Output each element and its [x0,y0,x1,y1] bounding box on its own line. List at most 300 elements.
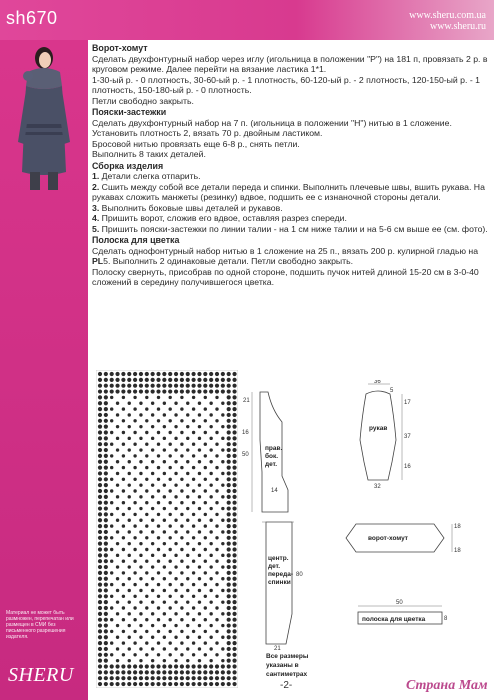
pattern-dot [98,623,102,627]
pattern-dot [98,518,102,522]
pattern-dot [197,664,201,668]
pattern-dot [232,501,236,505]
pattern-dot [180,560,183,563]
pattern-dot [192,682,196,686]
pattern-dot [98,641,102,645]
pattern-dot [198,636,201,639]
pattern-dot [116,460,119,463]
pattern-dot [192,618,195,621]
pattern-dot [122,536,125,539]
pattern-dot [163,483,166,486]
pattern-dot [98,664,102,668]
pattern-dot [163,448,166,451]
pattern-dot [186,530,189,533]
pattern-dot [127,676,131,680]
pattern-dot [139,460,142,463]
pattern-dot [227,454,231,458]
pattern-dot [198,483,201,486]
pattern-dot [198,425,201,428]
pattern-dot [186,664,190,668]
pattern-dot [180,548,183,551]
pattern-dot [227,612,231,616]
pattern-dot [157,501,160,504]
pattern-dot [110,560,113,563]
pattern-dot [104,448,108,452]
pattern-dot [133,606,136,609]
pattern-dot [174,495,177,498]
pattern-dot [110,630,113,633]
pattern-dot [180,372,184,376]
pattern-dot [197,384,201,388]
pattern-dot [169,630,172,633]
pattern-dot [98,378,102,382]
pattern-dot [192,560,195,563]
pattern-dot [215,548,218,551]
pattern-dot [98,559,102,563]
url-ru[interactable]: www.sheru.ru [429,21,486,32]
section-title-assembly: Сборка изделия [92,160,164,171]
pattern-dot [104,647,108,651]
pattern-dot [122,501,125,504]
pattern-dot [139,519,142,522]
pattern-dot [116,600,119,603]
pattern-dot [227,571,231,575]
pattern-dot [203,384,207,388]
pattern-dot [169,443,172,446]
pattern-dot [227,565,231,569]
pattern-dot [180,384,184,388]
pattern-dot [121,378,125,382]
pattern-dot [204,489,207,492]
pattern-dot [163,624,166,627]
pattern-dot [104,530,108,534]
pattern-dot [180,419,183,422]
pattern-dot [197,389,201,393]
pattern-dot [209,682,213,686]
belts-text-1: Сделать двухфонтурный набор на 7 п. (игольница в положении "Н") нитью в 1 сложение. Установить плотность 2, вязать 70 р. двойным ластиком. [92,117,452,138]
pattern-dot [232,577,236,581]
pattern-dot [98,547,102,551]
pattern-dot [122,583,125,586]
pattern-dot [122,513,125,516]
pattern-dot [122,478,125,481]
pattern-dot [157,489,160,492]
pattern-dot [215,583,218,586]
pattern-dot [156,676,160,680]
label-side-front-1: прав. [265,445,283,452]
pattern-dot [192,630,195,633]
pattern-dot [116,624,119,627]
pattern-dot [180,378,184,382]
pattern-dot [151,676,155,680]
pattern-dot [169,548,172,551]
pattern-dot [227,524,231,528]
pattern-dot [215,389,219,393]
pattern-dot [110,606,113,609]
pattern-dot [169,431,172,434]
pattern-dot [192,478,195,481]
pattern-dot [163,495,166,498]
pattern-dot [151,402,154,405]
pattern-dot [204,606,207,609]
pattern-dot [215,670,219,674]
pattern-dot [104,676,108,680]
pattern-dot [209,647,212,650]
pattern-dot [110,396,113,399]
copyright-notice: Материал не может быть размножен, перепечатан или размещен в СМИ без письменного разрешения издателя. [6,610,74,640]
dim-side-14: 14 [271,488,278,494]
pattern-dot [104,425,108,429]
pattern-dot [116,565,119,568]
pattern-dot [221,554,224,557]
pattern-dot [209,448,212,451]
pattern-dot [157,419,160,422]
pattern-dot [180,641,183,644]
pattern-dot [174,577,177,580]
pattern-dot [186,425,189,428]
pattern-dot [139,636,142,639]
pattern-dot [197,682,201,686]
pattern-dot [151,647,154,650]
pattern-dot [169,536,172,539]
pattern-dot [128,554,131,557]
belts-text-2: Бросовой нитью провязать еще 6-8 р., снять петли. [92,138,300,149]
pattern-dot [227,594,231,598]
pattern-dot [168,670,172,674]
pattern-dot [174,460,177,463]
pattern-dot [227,647,231,651]
pattern-dot [169,513,172,516]
pattern-dot [127,389,131,393]
pattern-dot [232,430,236,434]
pattern-dot [104,682,108,686]
pattern-dot [180,407,183,410]
pattern-dot [116,437,119,440]
pattern-dot [232,676,236,680]
pattern-dot [151,670,155,674]
pattern-dot [122,454,125,457]
stitch-pattern-chart [96,370,238,688]
pattern-dot [198,659,201,662]
pattern-dot [204,548,207,551]
pattern-dot [145,560,148,563]
pattern-dot [145,454,148,457]
pattern-dot [98,477,102,481]
pattern-dot [209,437,212,440]
pattern-dot [221,384,225,388]
pattern-dot [115,389,119,393]
pattern-dot [145,384,149,388]
pattern-dot [180,653,183,656]
pattern-dot [116,519,119,522]
pattern-dot [139,670,143,674]
pattern-dot [232,536,236,540]
pattern-dot [227,664,231,668]
pattern-dot [204,630,207,633]
pattern-dot [192,583,195,586]
pattern-dot [232,612,236,616]
pattern-dot [192,524,195,527]
pattern-dot [121,676,125,680]
pattern-dot [198,495,201,498]
label-center-3: переда- [268,571,294,578]
pattern-dot [221,542,224,545]
pattern-dot [204,618,207,621]
pattern-dot [169,501,172,504]
pattern-dot [221,378,225,382]
pattern-dot [98,524,102,528]
pattern-dot [227,588,231,592]
pattern-dot [203,664,207,668]
pattern-dot [204,419,207,422]
pattern-dot [133,536,136,539]
pattern-dot [133,583,136,586]
pattern-dot [145,378,149,382]
pattern-dot [192,466,195,469]
pattern-dot [180,478,183,481]
pattern-dot [221,389,225,393]
dim-sleeve-36: 36 [374,380,381,385]
pattern-dot [163,577,166,580]
pattern-dot [174,437,177,440]
pattern-dot [221,589,224,592]
pattern-dot [186,402,189,405]
pattern-dot [163,565,166,568]
pattern-dot [127,378,131,382]
pattern-dot [203,670,207,674]
pattern-dot [116,659,119,662]
pattern-dot [145,501,148,504]
pattern-dot [227,413,231,417]
pattern-dot [110,595,113,598]
pattern-dot [227,635,231,639]
pattern-dot [221,676,225,680]
pattern-dot [186,624,189,627]
pattern-dot [133,396,136,399]
pattern-dot [139,384,143,388]
pattern-dot [169,489,172,492]
pattern-dot [104,559,108,563]
pattern-dot [145,419,148,422]
pattern-dot [227,372,231,376]
pattern-dot [209,659,212,662]
pattern-dot [104,489,108,493]
pattern-dot [151,565,154,568]
pattern-dot [180,664,184,668]
pattern-dot [127,670,131,674]
pattern-dot [104,477,108,481]
belts-text-3: Выполнить 8 таких деталей. [92,149,206,159]
watermark-logo: Страна Мам [406,678,488,693]
pattern-dot [232,629,236,633]
pattern-dot [174,530,177,533]
pattern-dot [163,659,166,662]
pattern-dot [227,600,231,604]
pattern-dot [215,524,218,527]
pattern-dot [198,612,201,615]
pattern-dot [174,378,178,382]
pattern-dot [151,483,154,486]
pattern-dot [104,460,108,464]
pattern-dot [98,401,102,405]
pattern-dot [133,630,136,633]
pattern-dot [215,466,218,469]
pattern-dot [156,372,160,376]
pattern-dot [215,501,218,504]
pattern-dot [104,536,108,540]
pattern-dot [110,501,113,504]
pattern-dot [232,542,236,546]
pattern-dot [209,676,213,680]
dim-sleeve-32: 32 [374,484,381,490]
pattern-dot [209,507,212,510]
pattern-dot [104,518,108,522]
pattern-dot [139,612,142,615]
pattern-dot [116,425,119,428]
pattern-dot [133,513,136,516]
pattern-dot [163,402,166,405]
pattern-dot [122,396,125,399]
pattern-dot [104,547,108,551]
pattern-dot [110,524,113,527]
pattern-dot [98,530,102,534]
pattern-dot [128,577,131,580]
pattern-dot [168,664,172,668]
pattern-dot [104,495,108,499]
pattern-dot [145,606,148,609]
pattern-dot [104,524,108,528]
pattern-dot [221,472,224,475]
pattern-dot [174,636,177,639]
pattern-dot [197,670,201,674]
pattern-dot [215,618,218,621]
pattern-dot [104,466,108,470]
pattern-dot [139,389,143,393]
pattern-dot [128,413,131,416]
pattern-dot [204,478,207,481]
pattern-dot [104,623,108,627]
pattern-dot [174,402,177,405]
pattern-dot [215,419,218,422]
pattern-dot [133,466,136,469]
pattern-dot [232,477,236,481]
pattern-dot [104,583,108,587]
pattern-dot [128,636,131,639]
pattern-dot [198,507,201,510]
pattern-dot [122,595,125,598]
pattern-dot [204,501,207,504]
pattern-dot [232,378,236,382]
pattern-dot [110,454,113,457]
pattern-dot [98,577,102,581]
pattern-dot [151,495,154,498]
label-collar: ворот-хомут [368,535,408,542]
pattern-dot [121,670,125,674]
pattern-dot [157,606,160,609]
pattern-dot [110,389,114,393]
pattern-dot [133,653,136,656]
pattern-dot [168,389,172,393]
pattern-dot [156,389,160,393]
pattern-dot [215,489,218,492]
pattern-dot [104,378,108,382]
pattern-dot [151,636,154,639]
pattern-dot [133,454,136,457]
section-title-flower: Полоска для цветка [92,235,180,245]
pattern-dot [227,583,231,587]
pattern-dot [128,425,131,428]
pattern-dot [221,600,224,603]
pattern-dot [98,471,102,475]
pattern-dot [169,419,172,422]
pattern-dot [104,512,108,516]
pattern-dot [110,670,114,674]
pattern-dot [162,384,166,388]
pattern-dot [151,600,154,603]
pattern-dot [145,524,148,527]
pattern-dot [110,641,113,644]
pattern-dot [157,431,160,434]
pattern-dot [139,425,142,428]
pattern-dot [227,395,231,399]
pattern-dot [128,659,131,662]
pattern-dot [163,542,166,545]
pattern-dot [151,624,154,627]
pattern-dot [133,501,136,504]
pattern-dot [122,641,125,644]
pattern-dot [227,471,231,475]
pattern-dot [110,682,114,686]
pattern-dot [232,372,236,376]
pattern-dot [215,372,219,376]
pattern-dot [110,513,113,516]
pattern-dot [157,618,160,621]
pattern-dot [145,372,149,376]
pattern-dot [209,425,212,428]
pattern-dot [186,389,190,393]
pattern-dot [227,547,231,551]
pattern-dot [209,495,212,498]
pattern-dot [227,536,231,540]
pattern-dot [110,676,114,680]
pattern-dot [215,676,219,680]
pattern-dot [227,442,231,446]
url-ua[interactable]: www.sheru.com.ua [409,10,486,21]
pattern-dot [128,460,131,463]
sizes-note-1: Все размеры [266,653,309,660]
pattern-dot [204,641,207,644]
pattern-dot [157,466,160,469]
pattern-dot [98,588,102,592]
pattern-dot [203,389,207,393]
pattern-dot [232,664,236,668]
pattern-dot [145,682,149,686]
pattern-dot [139,659,142,662]
pattern-dot [139,448,142,451]
pattern-dot [116,636,119,639]
pattern-dot [116,413,119,416]
pattern-dot [227,501,231,505]
pattern-dot [227,618,231,622]
pattern-dot [227,430,231,434]
pattern-dot [151,589,154,592]
pattern-dot [151,682,155,686]
pattern-dot [104,653,108,657]
pattern-dot [151,542,154,545]
pattern-dot [110,378,114,382]
pattern-dot [139,682,143,686]
pattern-dot [128,448,131,451]
